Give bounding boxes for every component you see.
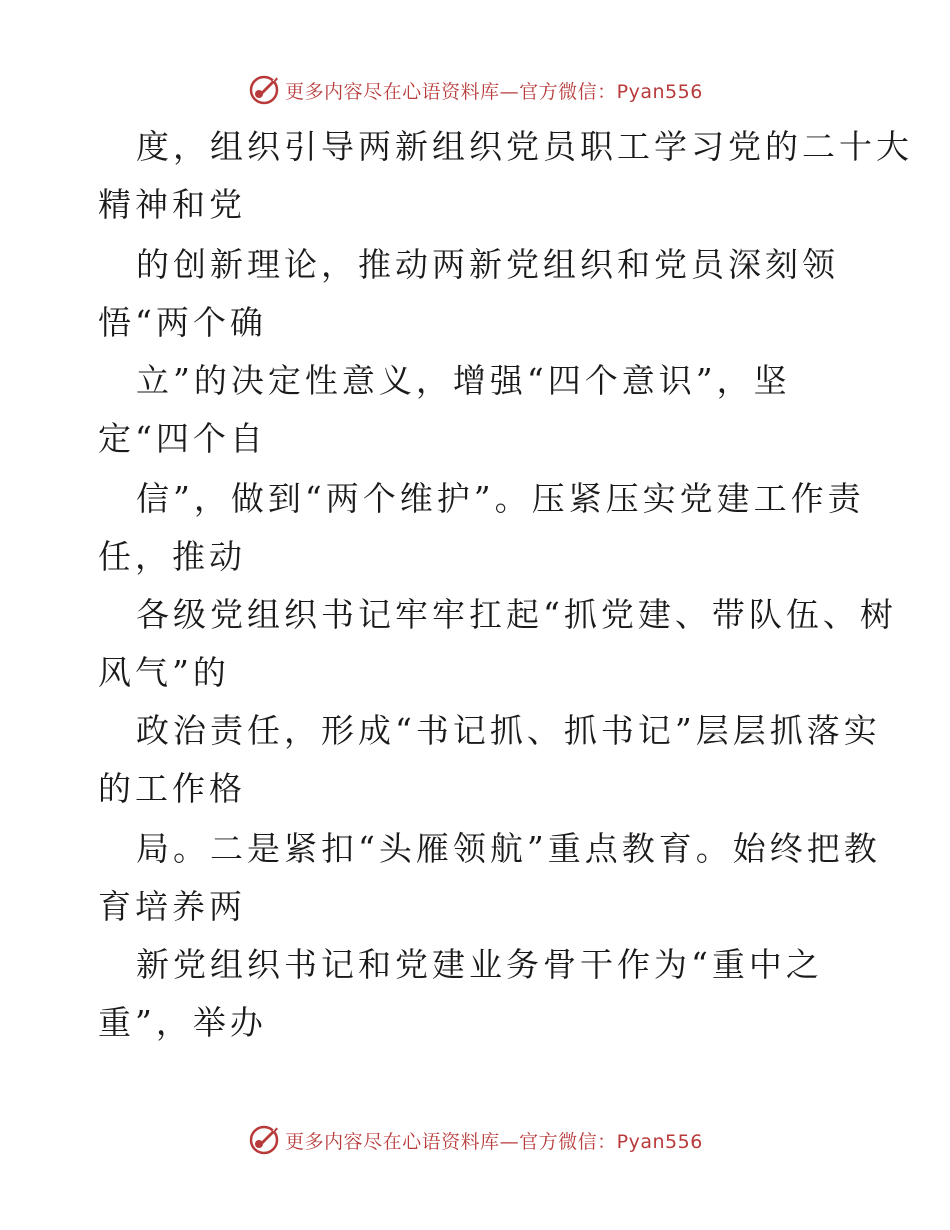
text-line: 精神和党 (98, 185, 246, 224)
header-wechat-id: Pyan556 (616, 80, 703, 103)
text-line: 的工作格 (98, 769, 246, 808)
text-line: 悟“两个确 (98, 303, 267, 342)
text-line: 重”，举办 (98, 1003, 267, 1042)
footer-wechat-id: Pyan556 (616, 1130, 703, 1153)
text-line: 任，推动 (98, 537, 246, 576)
text-line: 信”，做到“两个维护”。压紧压实党建工作责 (136, 479, 865, 518)
text-line: 新党组织书记和党建业务骨干作为“重中之 (136, 945, 823, 984)
text-line: 度，组织引导两新组织党员职工学习党的二十大 (136, 127, 913, 166)
header-banner-text: 更多内容尽在心语资料库—官方微信：Pyan556 (285, 80, 703, 103)
header-watermark-banner (0, 70, 950, 110)
text-line: 定“四个自 (98, 419, 267, 458)
footer-banner-text: 更多内容尽在心语资料库—官方微信：Pyan556 (285, 1130, 703, 1153)
text-line: 育培养两 (98, 887, 246, 926)
footer-watermark-banner (0, 1120, 950, 1160)
text-line: 风气”的 (98, 653, 230, 692)
text-line: 各级党组织书记牢牢扛起“抓党建、带队伍、树 (136, 595, 897, 634)
text-line: 立”的决定性意义，增强“四个意识”，坚 (136, 361, 791, 400)
text-line: 局。二是紧扣“头雁领航”重点教育。始终把教 (136, 829, 881, 868)
text-line: 的创新理论，推动两新党组织和党员深刻领 (136, 245, 839, 284)
quill-logo-icon (247, 73, 281, 107)
text-line: 政治责任，形成“书记抓、抓书记”层层抓落实 (136, 711, 881, 750)
quill-logo-icon (247, 1123, 281, 1157)
